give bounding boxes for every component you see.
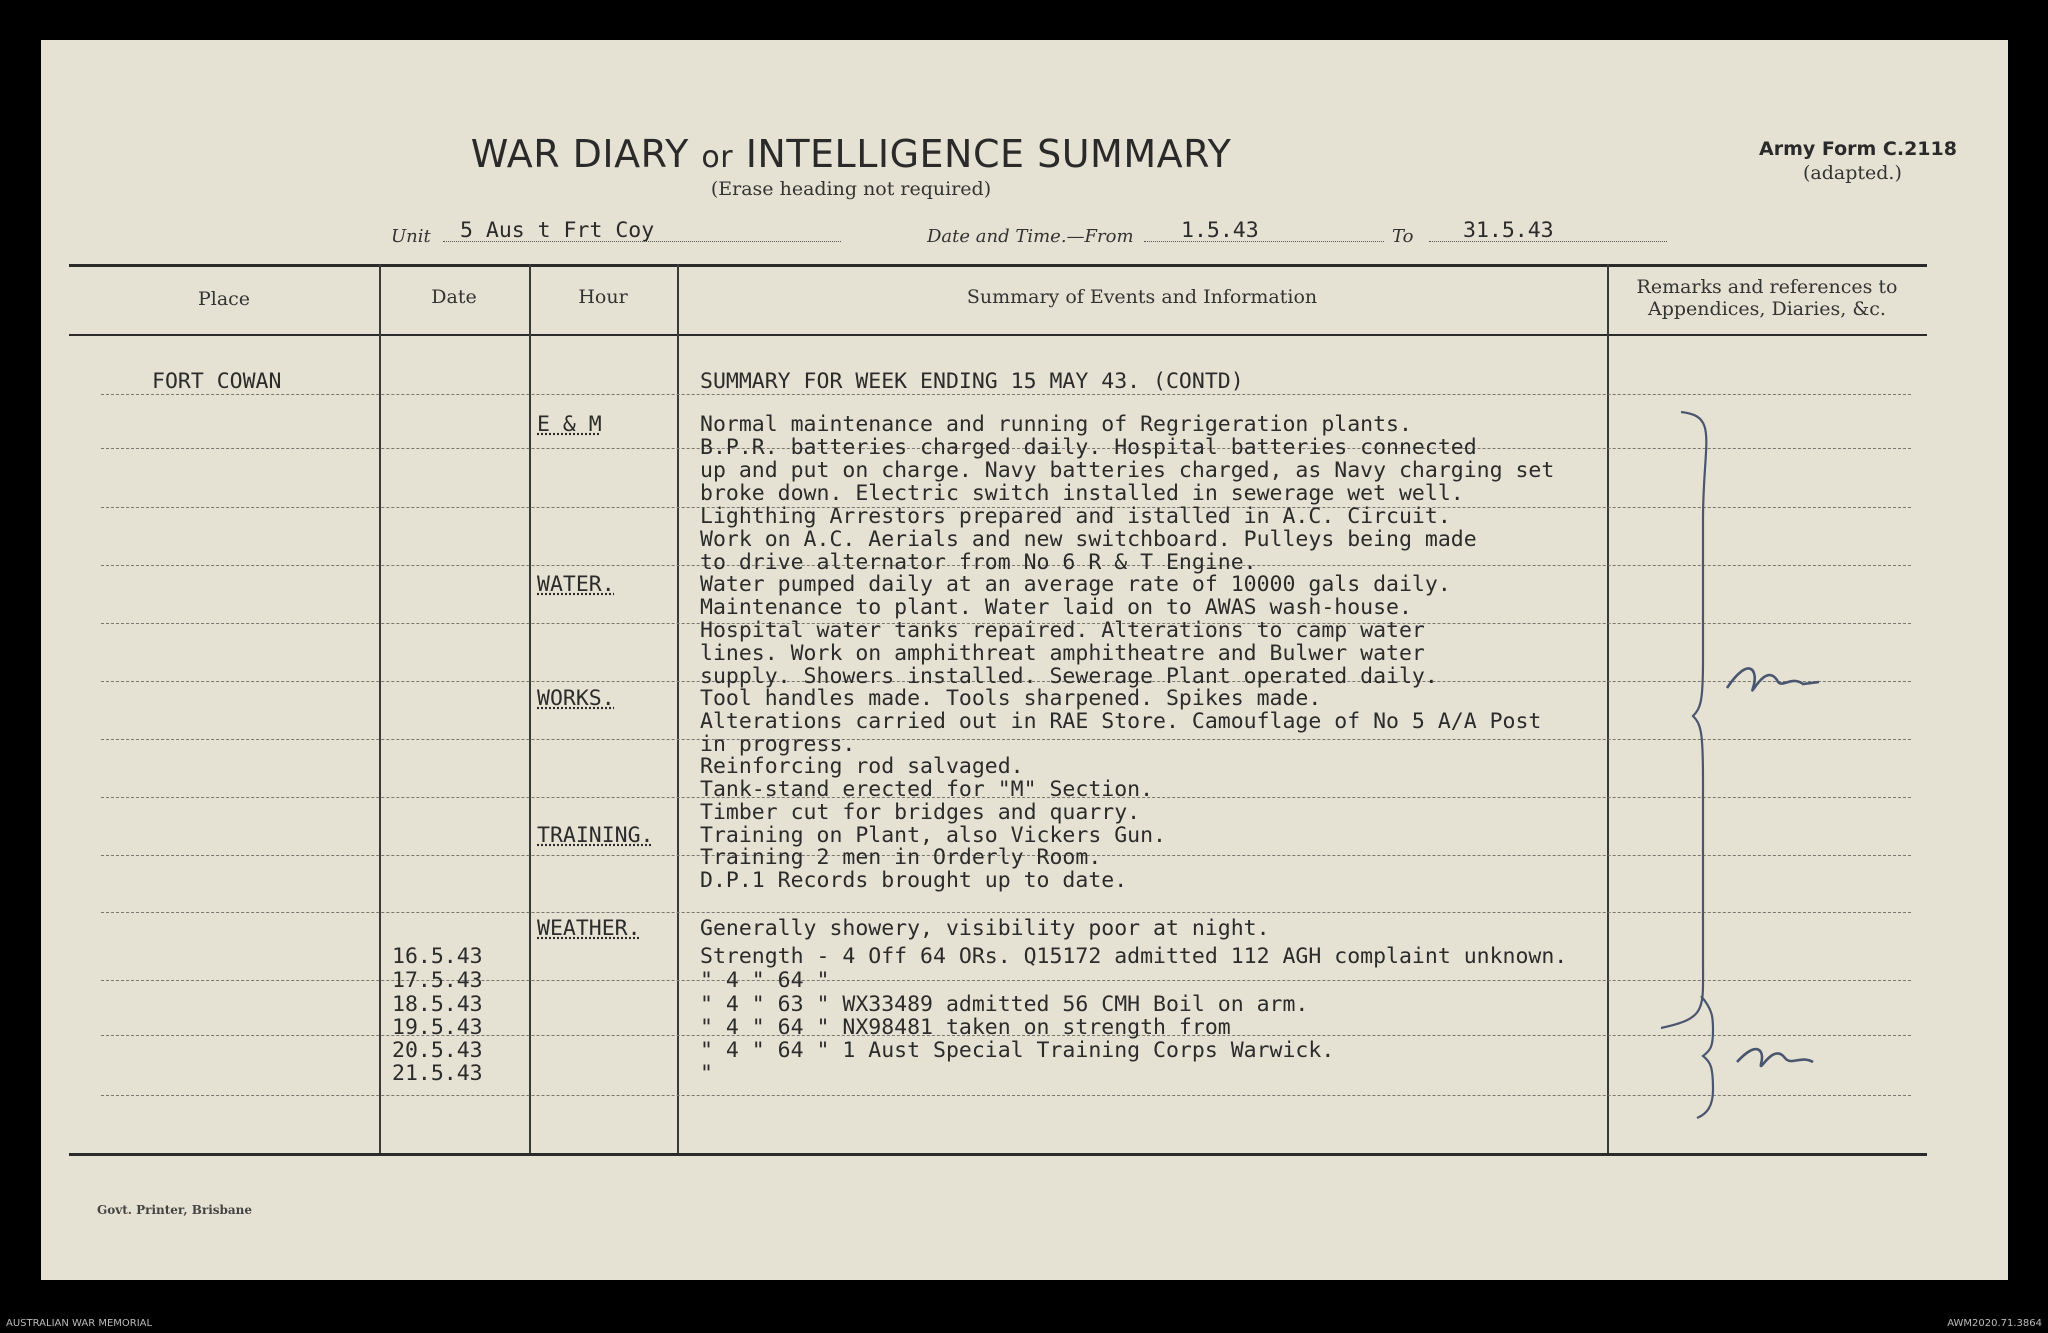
caption-right: AWM2020.71.3864 bbox=[1947, 1318, 2042, 1329]
summary-heading: SUMMARY FOR WEEK ENDING 15 MAY 43. (CONTD) bbox=[700, 369, 1244, 394]
summary-line: Normal maintenance and running of Regrigeration plants. bbox=[700, 412, 1412, 437]
date-entry: 21.5.43 bbox=[392, 1061, 483, 1086]
hour-label: TRAINING. bbox=[537, 823, 654, 848]
summary-line: Hospital water tanks repaired. Alterations to camp water bbox=[700, 618, 1425, 643]
summary-line: broke down. Electric switch installed in sewerage wet well. bbox=[700, 481, 1464, 506]
col-header-date: Date bbox=[431, 286, 477, 308]
summary-line: lines. Work on amphithreat amphitheatre and Bulwer water bbox=[700, 641, 1425, 666]
diary-page bbox=[41, 40, 2008, 1280]
hour-label: WORKS. bbox=[537, 686, 615, 711]
col-header-remarks: Remarks and references to Appendices, Diaries, &c. bbox=[1636, 276, 1898, 320]
hour-label: WATER. bbox=[537, 572, 615, 597]
col-header-summary: Summary of Events and Information bbox=[966, 286, 1318, 308]
summary-line: Training on Plant, also Vickers Gun. bbox=[700, 823, 1166, 848]
hour-label: WEATHER. bbox=[537, 916, 641, 941]
date-entry: 16.5.43 bbox=[392, 944, 483, 969]
date-to-label: To bbox=[1392, 226, 1414, 247]
summary-line: Tool handles made. Tools sharpened. Spikes made. bbox=[700, 686, 1322, 711]
summary-line: D.P.1 Records brought up to date. bbox=[700, 868, 1128, 893]
summary-line: Tank-stand erected for "M" Section. bbox=[700, 777, 1154, 802]
col-header-place: Place bbox=[197, 288, 251, 310]
summary-line: " 4 " 63 " WX33489 admitted 56 CMH Boil on arm. bbox=[700, 992, 1309, 1017]
summary-line: Training 2 men in Orderly Room. bbox=[700, 845, 1102, 870]
summary-line: Timber cut for bridges and quarry. bbox=[700, 800, 1141, 825]
summary-line: " bbox=[700, 1061, 713, 1086]
place-entry: FORT COWAN bbox=[152, 369, 282, 394]
col-header-hour: Hour bbox=[578, 286, 628, 308]
remarks-bracket-marks bbox=[1641, 400, 1941, 1130]
date-to-value: 31.5.43 bbox=[1463, 218, 1554, 243]
summary-line: Alterations carried out in RAE Store. Camouflage of No 5 A/A Post bbox=[700, 709, 1542, 734]
table-top-rule bbox=[69, 264, 1927, 267]
caption-left: AUSTRALIAN WAR MEMORIAL bbox=[6, 1318, 153, 1329]
summary-line: B.P.R. batteries charged daily. Hospital batteries connected bbox=[700, 435, 1477, 460]
summary-line: up and put on charge. Navy batteries charged, as Navy charging set bbox=[700, 458, 1555, 483]
table-bottom-rule bbox=[69, 1153, 1927, 1156]
row-ruling bbox=[101, 912, 1911, 913]
row-ruling bbox=[101, 980, 1911, 981]
unit-value: 5 Aus t Frt Coy bbox=[460, 218, 655, 243]
summary-line: in progress. bbox=[700, 732, 856, 757]
summary-line: Water pumped daily at an average rate of 10000 gals daily. bbox=[700, 572, 1451, 597]
date-entry: 20.5.43 bbox=[392, 1038, 483, 1063]
summary-line: " 4 " 64 " bbox=[700, 968, 830, 993]
summary-line: Work on A.C. Aerials and new switchboard. Pulleys being made bbox=[700, 527, 1477, 552]
summary-line: " 4 " 64 " 1 Aust Special Training Corps Warwick. bbox=[700, 1038, 1335, 1063]
unit-label: Unit bbox=[391, 226, 431, 247]
date-entry: 19.5.43 bbox=[392, 1015, 483, 1040]
summary-line: " 4 " 64 " NX98481 taken on strength from bbox=[700, 1015, 1231, 1040]
printer-imprint: Govt. Printer, Brisbane bbox=[97, 1203, 253, 1217]
summary-line: Strength - 4 Off 64 ORs. Q15172 admitted 112 AGH complaint unknown. bbox=[700, 944, 1568, 969]
form-title: WAR DIARY or INTELLIGENCE SUMMARY bbox=[470, 132, 1232, 176]
row-ruling bbox=[101, 739, 1911, 740]
table-header-rule bbox=[69, 334, 1927, 336]
date-entry: 18.5.43 bbox=[392, 992, 483, 1017]
hour-label: E & M bbox=[537, 412, 602, 437]
row-ruling bbox=[101, 394, 1911, 395]
army-form-note: (adapted.) bbox=[1803, 162, 1902, 184]
row-ruling bbox=[101, 1095, 1911, 1096]
date-from-value: 1.5.43 bbox=[1181, 218, 1259, 243]
summary-line: Reinforcing rod salvaged. bbox=[700, 754, 1024, 779]
initials-signature-2 bbox=[1737, 1049, 1813, 1066]
form-subtitle: (Erase heading not required) bbox=[710, 178, 992, 200]
summary-line: supply. Showers installed. Sewerage Plant operated daily. bbox=[700, 664, 1438, 689]
date-entry: 17.5.43 bbox=[392, 968, 483, 993]
summary-line: to drive alternator from No 6 R & T Engine. bbox=[700, 550, 1257, 575]
summary-line: Lighthing Arrestors prepared and istalled in A.C. Circuit. bbox=[700, 504, 1451, 529]
date-from-label: Date and Time.—From bbox=[927, 226, 1134, 247]
initials-signature bbox=[1727, 668, 1819, 690]
summary-line: Maintenance to plant. Water laid on to AWAS wash-house. bbox=[700, 595, 1412, 620]
summary-line: Generally showery, visibility poor at night. bbox=[700, 916, 1270, 941]
army-form-number: Army Form C.2118 bbox=[1759, 138, 1957, 160]
